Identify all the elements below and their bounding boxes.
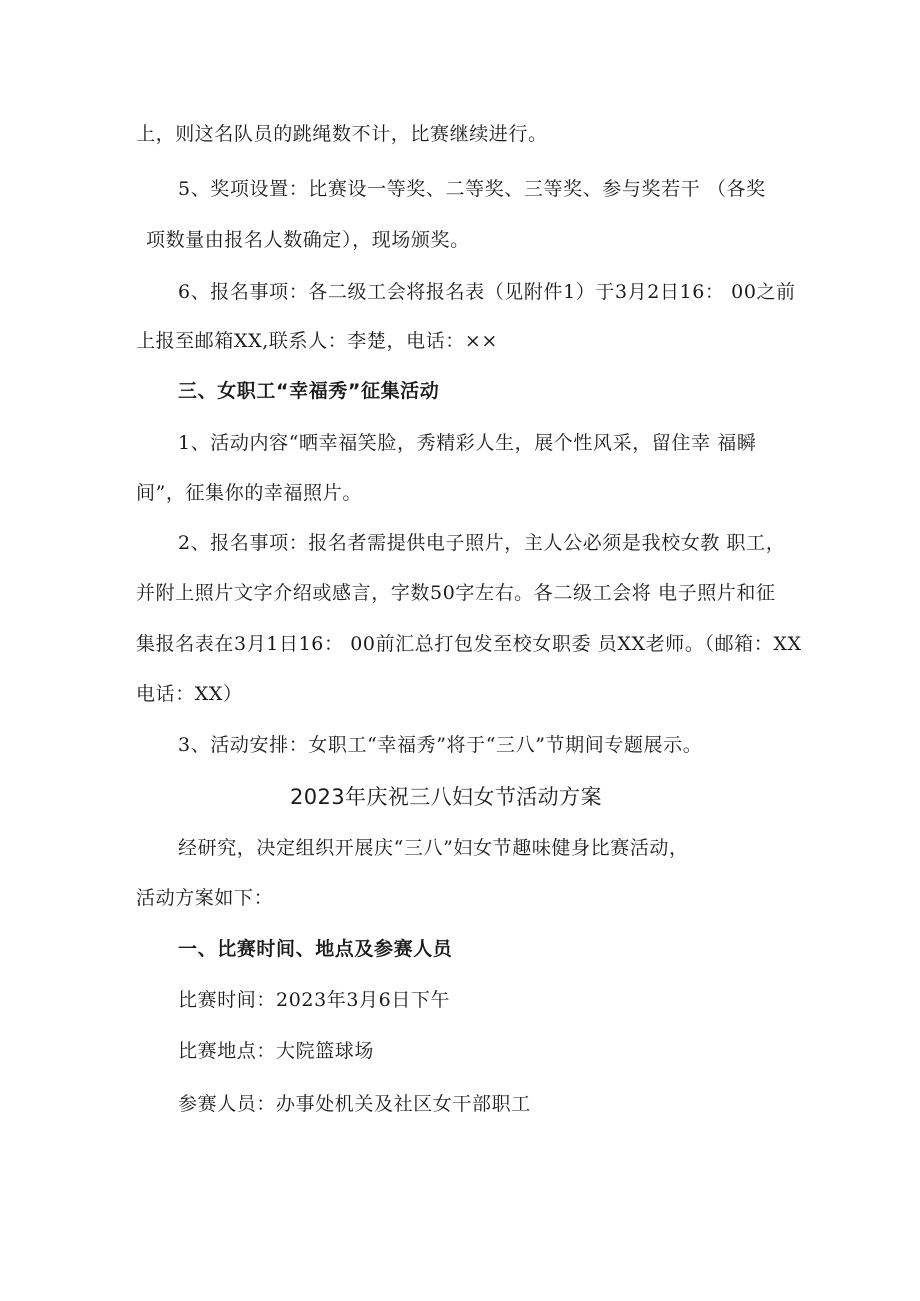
paragraph-line: 集报名表在3月1日16： 00前汇总打包发至校女职委 员XX老师。（邮箱：XX	[136, 633, 802, 655]
paragraph-line: 并附上照片文字介绍或感言，字数50字左右。各二级工会将 电子照片和征	[136, 582, 776, 604]
paragraph-line: 电话：XX）	[136, 683, 243, 705]
paragraph-line: 间”，征集你的幸福照片。	[136, 482, 362, 504]
paragraph-line: 5、奖项设置：比赛设一等奖、二等奖、三等奖、参与奖若干 （各奖	[178, 178, 766, 200]
paragraph-line: 上，则这名队员的跳绳数不计，比赛继续进行。	[136, 123, 548, 145]
paragraph-line: 2、报名事项：报名者需提供电子照片，主人公必须是我校女教 职工，	[178, 532, 786, 554]
paragraph-line: 比赛地点：大院篮球场	[178, 1040, 375, 1062]
paragraph-line: 上报至邮箱XX,联系人：李楚，电话：××	[136, 330, 498, 352]
paragraph-line: 活动方案如下：	[136, 887, 274, 909]
section-heading: 三、女职工“幸福秀”征集活动	[178, 380, 440, 402]
section-heading: 一、比赛时间、地点及参赛人员	[178, 938, 453, 960]
paragraph-line: 经研究，决定组织开展庆“三八”妇女节趣味健身比赛活动，	[178, 837, 689, 859]
paragraph-line: 项数量由报名人数确定），现场颁奖。	[146, 229, 470, 251]
paragraph-line: 6、报名事项：各二级工会将报名表（见附件1）于3月2日16： 00之前	[178, 281, 796, 303]
document-title: 2023年庆祝三八妇女节活动方案	[290, 785, 602, 809]
paragraph-line: 3、活动安排：女职工“幸福秀”将于“三八”节期间专题展示。	[178, 734, 703, 756]
paragraph-line: 1、活动内容“晒幸福笑脸，秀精彩人生，展个性风采，留住幸 福瞬	[178, 432, 757, 454]
paragraph-line: 比赛时间：2023年3月6日下午	[178, 989, 451, 1011]
paragraph-line: 参赛人员：办事处机关及社区女干部职工	[178, 1093, 531, 1115]
